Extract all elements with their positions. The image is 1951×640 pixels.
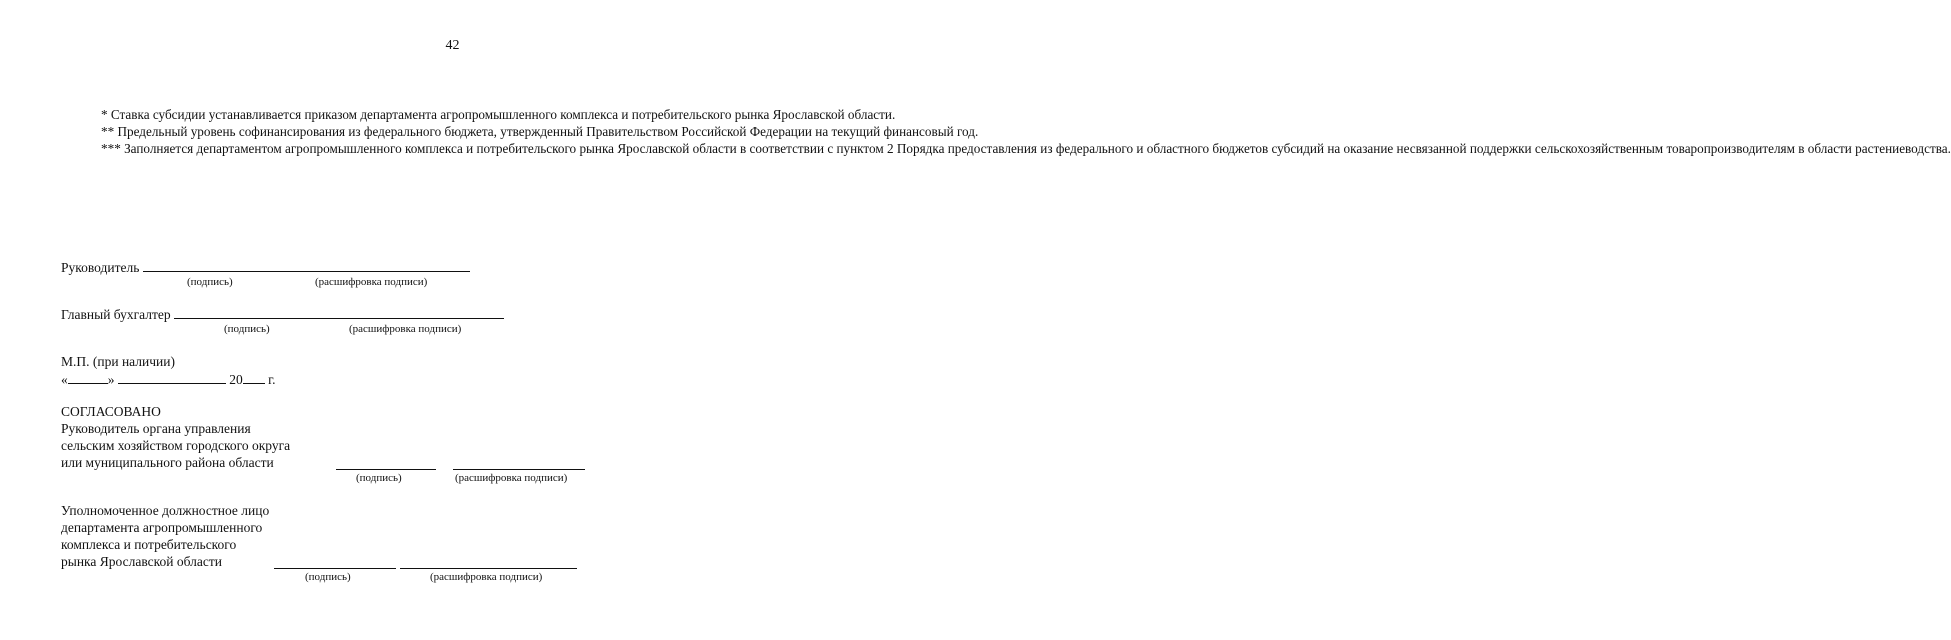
approval-org-line-1: Руководитель органа управления: [61, 421, 251, 436]
accountant-decode-caption: (расшифровка подписи): [349, 323, 462, 335]
date-close-quote: »: [107, 372, 115, 387]
head-signature-caption: (подпись): [187, 276, 233, 288]
head-signature-row: [61, 259, 470, 276]
footnote-2: ** Предельный уровень софинансирования из федерального бюджета, утвержденный Правительством Российской Федерации на текущий финансовый год.: [101, 124, 979, 139]
stamp-place: М.П. (при наличии): [61, 354, 175, 369]
head-label: Руководитель: [61, 260, 140, 275]
official-decode-caption: (расшифровка подписи): [430, 571, 543, 583]
year-suffix: г.: [268, 372, 276, 387]
footnote-1: * Ставка субсидии устанавливается приказом департамента агропромышленного комплекса и потребительского рынка Ярославской области.: [101, 107, 896, 122]
head-decode-line: [265, 259, 470, 272]
accountant-signature-caption: (подпись): [224, 323, 270, 335]
official-line-2: департамента агропромышленного: [61, 520, 263, 535]
official-line-1: Уполномоченное должностное лицо: [61, 503, 270, 518]
approval-org-decode-caption: (расшифровка подписи): [455, 472, 568, 484]
page-number: 42: [445, 38, 460, 53]
approval-org-line-3: или муниципального района области: [61, 455, 274, 470]
official-signature-caption: (подпись): [305, 571, 351, 583]
year-prefix: 20: [229, 372, 243, 387]
month-line: [118, 371, 226, 384]
accountant-label: Главный бухгалтер: [61, 307, 171, 322]
day-line: [68, 371, 108, 384]
footnote-3: *** Заполняется департаментом агропромышленного комплекса и потребительского рынка Ярославской области в соответствии с пунктом 2 Порядка предоставления из федерального и областного бюджетов субсидий на оказание несвязанной поддержки сельскохозяйственным товаропроизводителям в области растениеводства.: [101, 141, 1951, 156]
accountant-signature-row: [61, 306, 504, 323]
footnotes: [61, 106, 1951, 157]
accountant-signature-line: [174, 306, 294, 319]
head-signature-line: [143, 259, 265, 272]
approval-org-line-2: сельским хозяйством городского округа: [61, 438, 291, 453]
approval-org-decode-line: [453, 457, 585, 470]
approval-org-signature-line: [336, 457, 436, 470]
official-decode-line: [400, 556, 577, 569]
head-decode-caption: (расшифровка подписи): [315, 276, 428, 288]
date-row: [61, 371, 276, 388]
approval-org-signature-caption: (подпись): [356, 472, 402, 484]
official-line-3: комплекса и потребительского: [61, 537, 237, 552]
official-line-4: рынка Ярославской области: [61, 554, 222, 569]
year-line: [243, 371, 265, 384]
approval-heading: СОГЛАСОВАНО: [61, 404, 161, 419]
official-signature-line: [274, 556, 396, 569]
accountant-decode-line: [294, 306, 504, 319]
date-open-quote: «: [61, 372, 68, 387]
